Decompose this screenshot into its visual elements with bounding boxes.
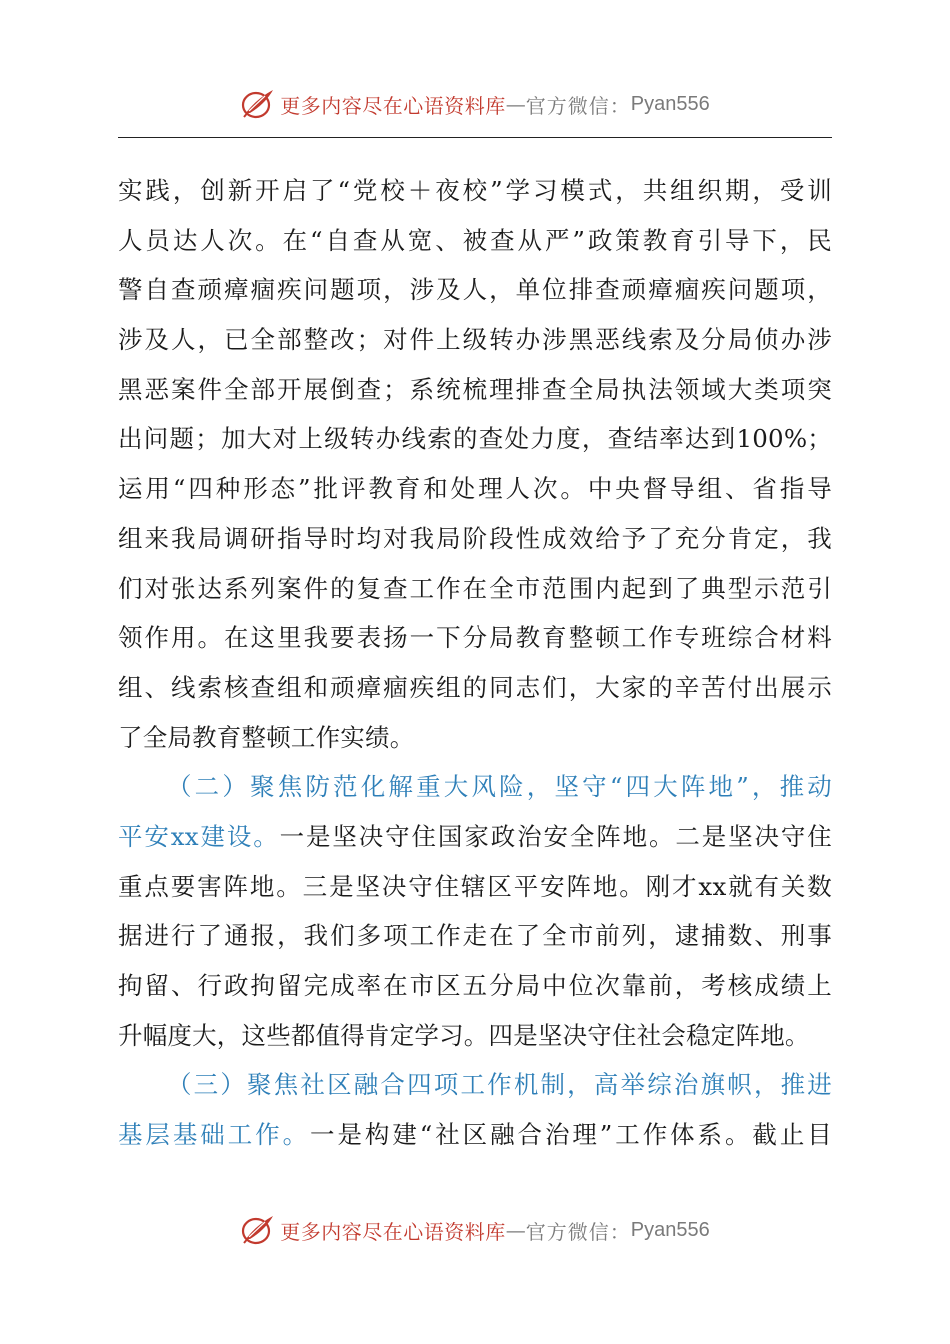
section-3-text: 一是构建“社区融合治理”工作体系。截止目: [310, 1120, 832, 1150]
section-3-heading: （三）聚焦社区融合四项工作机制，高举综治旗帜，推进: [167, 1070, 832, 1100]
body-line: 黑恶案件全部开展倒查；系统梳理排查全局执法领域大类项突: [118, 374, 832, 404]
header-dash: —: [505, 92, 526, 116]
body-line: 领作用。在这里我要表扬一下分局教育整顿工作专班综合材料: [118, 623, 832, 653]
header-wechat-id: Pyan556: [630, 92, 710, 115]
header-divider: [118, 137, 832, 138]
body-line: 拘留、行政拘留完成率在市区五分局中位次靠前，考核成绩上: [118, 971, 832, 1000]
body-line: 升幅度大，这些都值得肯定学习。四是坚决守住社会稳定阵地。: [118, 1020, 810, 1050]
quill-logo-icon: [240, 87, 276, 121]
header-wechat-label: 官方微信：: [525, 93, 631, 118]
body-line: 人员达人次。在“自查从宽、被查从严”政策教育引导下，民: [118, 225, 832, 255]
footer-site-name: 更多内容尽在心语资料库: [280, 1219, 506, 1244]
footer-wechat-label: 官方微信：: [525, 1219, 631, 1244]
quill-logo-icon: [240, 1213, 276, 1247]
footer-banner: [0, 1210, 950, 1250]
section-2-heading: （二）聚焦防范化解重大风险，坚守“四大阵地”，推动: [167, 772, 832, 802]
body-line: 出问题；加大对上级转办线索的查处力度，查结率达到100%；: [118, 424, 832, 454]
header-banner: [0, 84, 950, 124]
header-site-name: 更多内容尽在心语资料库: [280, 93, 506, 118]
footer-dash: —: [505, 1218, 526, 1242]
body-line: 实践，创新开启了“党校＋夜校”学习模式，共组织期，受训: [118, 176, 832, 205]
body-line: 组来我局调研指导时均对我局阶段性成效给予了充分肯定，我: [118, 523, 832, 553]
section-3-heading-end: 基层基础工作。: [118, 1120, 311, 1150]
section-2-text: 一是坚决守住国家政治安全阵地。二是坚决守住: [279, 821, 832, 851]
section-2-heading-end: 平安xx建设。: [118, 821, 280, 851]
body-line: 重点要害阵地。三是坚决守住辖区平安阵地。刚才xx就有关数: [118, 871, 832, 901]
body-line: 们对张达系列案件的复查工作在全市范围内起到了典型示范引: [118, 573, 832, 603]
section-3-line: [118, 1110, 832, 1160]
body-line: 涉及人，已全部整改；对件上级转办涉黑恶线索及分局侦办涉: [118, 325, 832, 355]
body-line: 运用“四种形态”批评教育和处理人次。中央督导组、省指导: [118, 474, 832, 504]
section-2-line: [118, 812, 832, 862]
body-line: 据进行了通报，我们多项工作走在了全市前列，逮捕数、刑事: [118, 921, 832, 951]
body-line: 警自查顽瘴痼疾问题项，涉及人，单位排查顽瘴痼疾问题项，: [118, 275, 832, 305]
footer-wechat-id: Pyan556: [630, 1218, 710, 1241]
body-line: 组、线索核查组和顽瘴痼疾组的同志们，大家的辛苦付出展示: [118, 672, 832, 702]
body-line: 了全局教育整顿工作实绩。: [118, 722, 415, 752]
document-body: [118, 166, 832, 1160]
